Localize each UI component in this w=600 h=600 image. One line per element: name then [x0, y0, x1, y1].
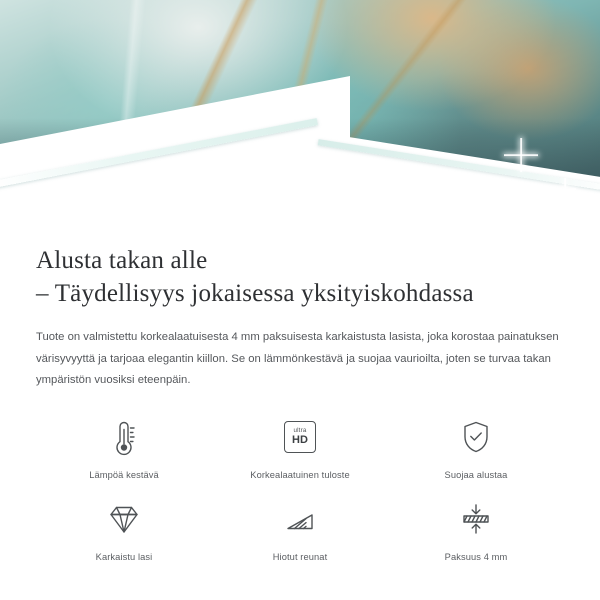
content-area — [0, 244, 600, 562]
description-paragraph: Tuote on valmistettu korkealaatuisesta 4 mm paksuisesta karkaistusta lasista, joka korostaa painatuksen värisyvyyttä ja tarjoaa elegantin kiillon. Se on lämmönkestävä ja suojaa vaurioilta, joten se turvaa takan ympäristön vuosiksi eteenpäin. — [36, 331, 559, 387]
hero-image — [0, 0, 600, 228]
ultra-hd-badge-top: ultra — [293, 426, 307, 434]
feature-high-quality-print — [212, 414, 388, 480]
feature-grid — [36, 414, 564, 562]
feature-label: Lämpöä kestävä — [89, 470, 159, 481]
thickness-icon — [456, 496, 496, 542]
feature-tempered-glass — [36, 496, 212, 562]
thermometer-icon — [107, 414, 141, 460]
feature-protects-surface — [388, 414, 564, 480]
page-title — [36, 244, 564, 310]
ultra-hd-badge-bottom: HD — [292, 434, 308, 447]
headline-line-2: – Täydellisyys jokaisessa yksityiskohdassa — [36, 280, 474, 307]
polished-edges-icon — [280, 496, 320, 542]
headline-line-1: Alusta takan alle — [36, 247, 208, 274]
feature-polished-edges — [212, 496, 388, 562]
feature-label: Karkaistu lasi — [95, 552, 153, 563]
feature-heat-resistant — [36, 414, 212, 480]
feature-label: Paksuus 4 mm — [444, 552, 508, 563]
diamond-icon — [104, 496, 144, 542]
feature-thickness — [388, 496, 564, 562]
ultra-hd-icon — [284, 414, 316, 460]
feature-label: Hiotut reunat — [272, 552, 328, 563]
feature-label: Korkealaatuinen tuloste — [250, 470, 350, 481]
shield-check-icon — [459, 414, 493, 460]
feature-label: Suojaa alustaa — [444, 470, 508, 481]
